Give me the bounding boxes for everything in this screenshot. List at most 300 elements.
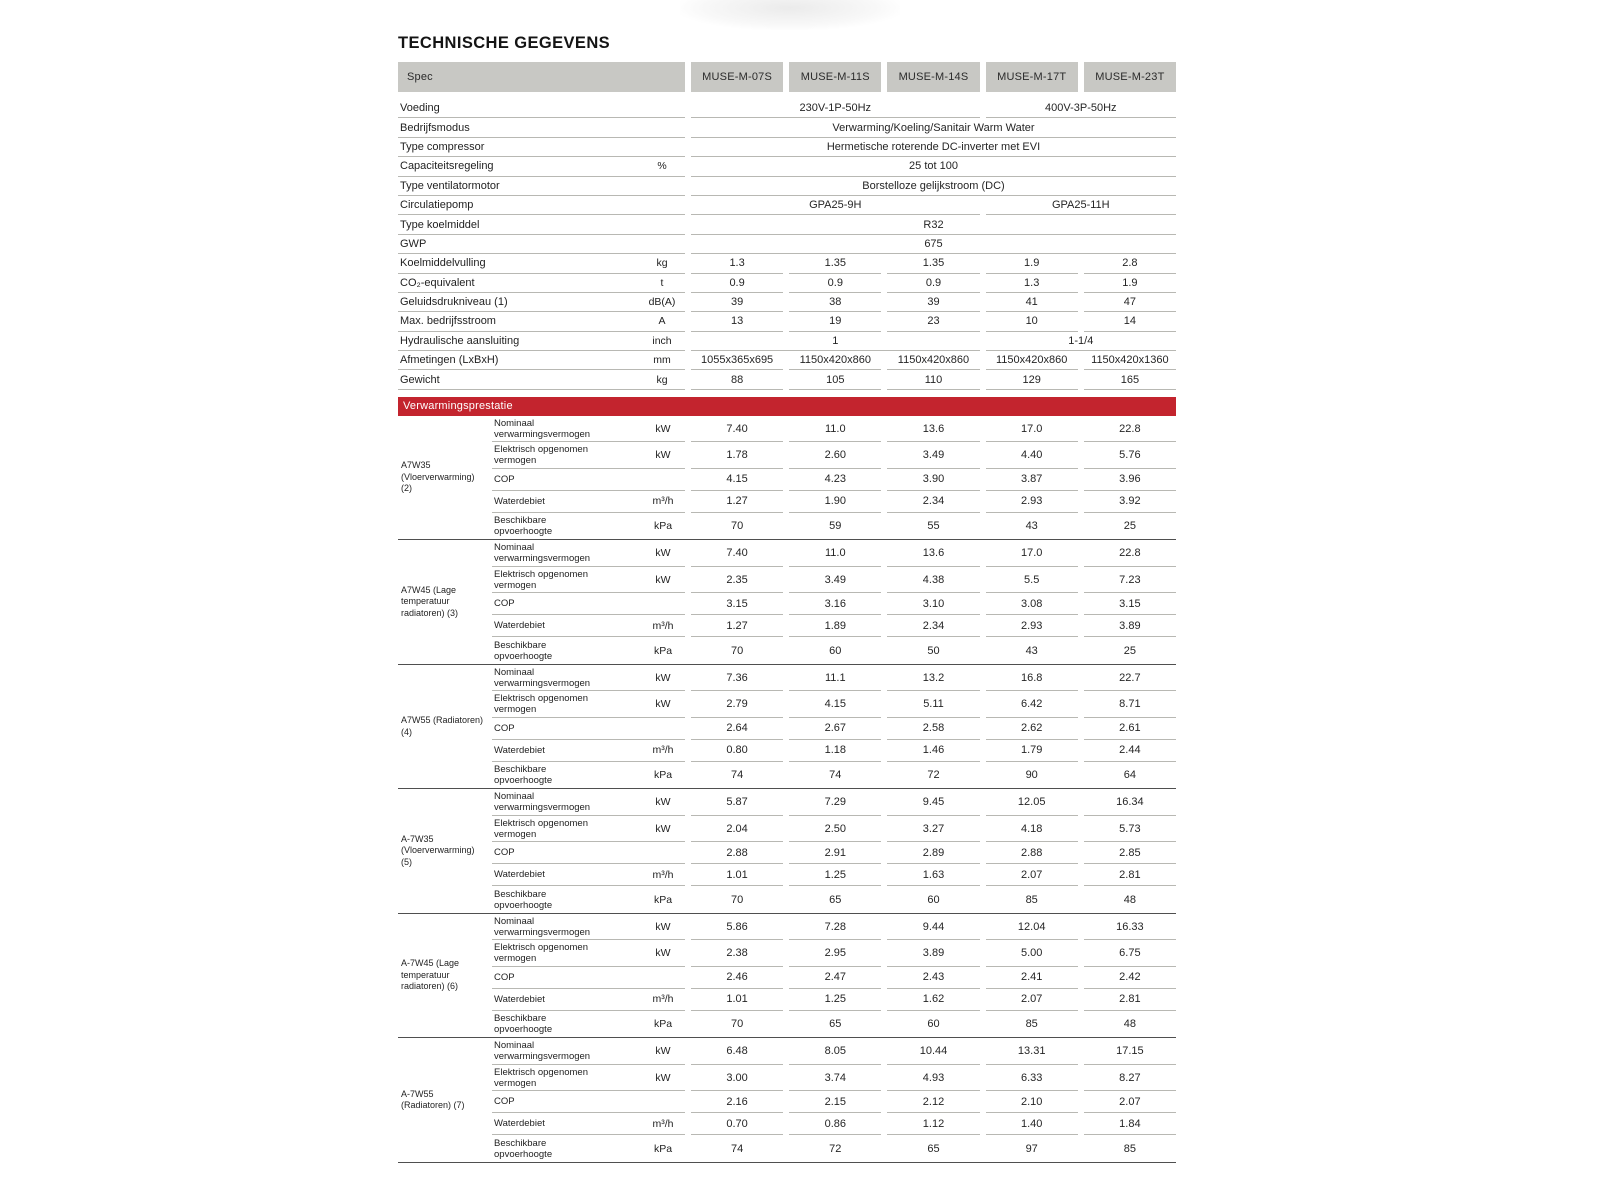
unit-label: kW (655, 449, 671, 462)
unit-label: kPa (653, 1018, 673, 1031)
value-cell: 5.86 (691, 914, 783, 941)
value-cell: 3.10 (887, 593, 979, 615)
unit-label: mm (653, 354, 671, 367)
value-cell: 2.16 (691, 1091, 783, 1113)
spec-label-unit (398, 177, 685, 196)
group-label: A-7W35 (Vloerverwarming) (5) (401, 833, 475, 867)
value-cell: 165 (1084, 370, 1176, 389)
spec-label: Geluidsdrukniveau (1) (400, 296, 508, 309)
sub-spec-label-unit (492, 691, 685, 718)
spec-row (398, 351, 1176, 370)
value-cell: 2.43 (887, 967, 979, 989)
value-cell: 17.0 (986, 416, 1078, 443)
value-cell: 3.92 (1084, 491, 1176, 513)
unit-label: kPa (653, 893, 673, 906)
unit-label: m³/h (652, 868, 674, 881)
value-cell: 1.78 (691, 442, 783, 469)
value-cell: 2.04 (691, 816, 783, 843)
value-cell: 85 (1025, 893, 1038, 906)
spec-label: CO₂-equivalent (400, 276, 475, 289)
header-cell-model: MUSE-M-23T (1084, 62, 1176, 92)
value-cell: 74 (730, 1142, 744, 1155)
spec-row (398, 254, 1176, 273)
unit-label: kW (655, 698, 671, 711)
value-cell: 8.71 (1084, 691, 1176, 718)
unit-label: dB(A) (648, 296, 676, 309)
sub-spec-label: COP (494, 1096, 515, 1108)
value-cell: 7.40 (691, 416, 783, 443)
sub-spec-label-unit (492, 1065, 685, 1092)
sub-spec-label-unit (492, 416, 685, 443)
unit-label: kW (655, 671, 671, 684)
sub-spec-label: COP (494, 473, 515, 485)
unit-label: kW (655, 547, 671, 560)
sub-spec-label-unit (492, 740, 685, 762)
spec-label: Type koelmiddel (400, 218, 480, 231)
sub-spec-label: COP (494, 598, 515, 610)
sub-spec-label: Waterdebiet (494, 1118, 545, 1130)
value-cell: 12.04 (986, 914, 1078, 941)
value-cell: 39 (887, 293, 979, 312)
value-cell: 1.90 (789, 491, 881, 513)
value-cell: 2.42 (1084, 967, 1176, 989)
value-cell: 129 (986, 370, 1078, 389)
spec-label: Type ventilatormotor (400, 179, 500, 192)
sub-spec-label-unit (492, 593, 685, 615)
value-cell: 7.36 (691, 665, 783, 692)
value-cell: 5.11 (887, 691, 979, 718)
value-cell: Hermetische roterende DC-inverter met EVI (691, 138, 1176, 157)
value-cell: 2.95 (789, 940, 881, 967)
value-cell: 22.8 (1084, 540, 1176, 567)
value-cell: 14 (1084, 312, 1176, 331)
spec-label-unit (398, 293, 685, 312)
sub-spec-label-unit (492, 567, 685, 594)
value-cell: 4.93 (887, 1065, 979, 1092)
group-label: A7W55 (Radiatoren) (4) (401, 715, 484, 737)
value-cell: 8.27 (1084, 1065, 1176, 1092)
sub-spec-label-unit (492, 1091, 685, 1113)
sub-spec-label: Beschikbare opvoerhoogte (494, 1013, 553, 1036)
unit-label: kW (655, 822, 671, 835)
table-header-row (398, 62, 1176, 92)
value-cell: 1.27 (691, 491, 783, 513)
value-cell: 13.6 (887, 416, 979, 443)
value-cell: 9.45 (887, 789, 979, 816)
value-cell: 3.90 (887, 469, 979, 491)
value-cell: 2.46 (691, 967, 783, 989)
value-cell: 2.50 (789, 816, 881, 843)
value-cell: 4.18 (986, 816, 1078, 843)
value-cell: 2.41 (986, 967, 1078, 989)
sub-spec-label-unit (492, 1135, 685, 1162)
value-cell: 25 (1123, 520, 1137, 533)
value-cell: 16.34 (1084, 789, 1176, 816)
sub-spec-label: Beschikbare opvoerhoogte (494, 639, 553, 662)
value-cell: 70 (730, 520, 744, 533)
header-cell-model: MUSE-M-11S (789, 62, 881, 92)
sub-spec-label: Waterdebiet (494, 495, 545, 507)
value-cell: 4.23 (789, 469, 881, 491)
value-cell: 1.3 (986, 274, 1078, 293)
value-cell: 2.10 (986, 1091, 1078, 1113)
sub-spec-label: Waterdebiet (494, 620, 545, 632)
group-label: A-7W45 (Lage temperatuur radiatoren) (6) (401, 958, 460, 992)
sub-spec-label-unit (492, 469, 685, 491)
value-cell: 2.81 (1084, 864, 1176, 886)
value-cell: 1.35 (887, 254, 979, 273)
value-cell: 2.58 (887, 718, 979, 740)
page-title: TECHNISCHE GEGEVENS (398, 34, 611, 52)
value-cell: 1.3 (691, 254, 783, 273)
value-cell: 1.89 (789, 615, 881, 637)
spec-label: Bedrijfsmodus (400, 121, 470, 134)
spec-row (398, 293, 1176, 312)
sub-spec-label: Nominaal verwarmingsvermogen (494, 915, 591, 938)
unit-label: m³/h (652, 993, 674, 1006)
value-cell: 5.00 (986, 940, 1078, 967)
value-cell: 400V-3P-50Hz (986, 99, 1176, 118)
value-cell: 0.9 (887, 274, 979, 293)
value-cell: 2.15 (789, 1091, 881, 1113)
value-cell: 70 (730, 644, 744, 657)
spec-row (398, 274, 1176, 293)
spec-row (398, 312, 1176, 331)
value-cell: 12.05 (986, 789, 1078, 816)
value-cell: 2.61 (1084, 718, 1176, 740)
performance-group (398, 539, 1176, 664)
value-cell: 22.7 (1084, 665, 1176, 692)
spec-label-unit (398, 254, 685, 273)
group-label: A-7W55 (Radiatoren) (7) (401, 1088, 465, 1111)
value-cell: 5.5 (986, 567, 1078, 594)
value-cell: 13.6 (887, 540, 979, 567)
value-cell: 3.89 (1084, 615, 1176, 637)
value-cell: 13.2 (887, 665, 979, 692)
value-cell: 2.62 (986, 718, 1078, 740)
spec-label-unit (398, 274, 685, 293)
product-image-shadow (680, 0, 900, 30)
value-cell: 2.60 (789, 442, 881, 469)
value-cell: 9.44 (887, 914, 979, 941)
value-cell: 17.0 (986, 540, 1078, 567)
sub-spec-label: Elektrisch opgenomen vermogen (494, 568, 588, 591)
spec-label: Koelmiddelvulling (400, 257, 486, 270)
header-cell-model: MUSE-M-07S (691, 62, 783, 92)
sub-spec-label-unit (492, 1038, 685, 1065)
group-label: A7W45 (Lage temperatuur radiatoren) (3) (401, 584, 459, 618)
value-cell: 25 (1123, 644, 1137, 657)
value-cell: 1.27 (691, 615, 783, 637)
spec-label-unit (398, 332, 685, 351)
value-cell: Borstelloze gelijkstroom (DC) (691, 177, 1176, 196)
value-cell: 47 (1084, 293, 1176, 312)
sub-spec-label: Nominaal verwarmingsvermogen (494, 666, 591, 689)
performance-group (398, 416, 1176, 540)
value-cell: 2.34 (887, 615, 979, 637)
value-cell: 43 (1025, 520, 1038, 533)
value-cell: 3.49 (789, 567, 881, 594)
unit-label: kW (655, 573, 671, 586)
unit-label: inch (652, 334, 672, 347)
value-cell: 2.07 (986, 864, 1078, 886)
sub-spec-label: COP (494, 971, 515, 983)
spec-label-unit (398, 351, 685, 370)
sub-spec-label-unit (492, 615, 685, 637)
spec-label-unit (398, 235, 685, 254)
spec-label-unit (398, 312, 685, 331)
value-cell: 19 (789, 312, 881, 331)
sub-spec-label: Beschikbare opvoerhoogte (494, 764, 553, 787)
performance-group (398, 1037, 1176, 1163)
value-cell: 1.25 (789, 989, 881, 1011)
value-cell: 110 (887, 370, 979, 389)
value-cell: 4.38 (887, 567, 979, 594)
value-cell: 7.40 (691, 540, 783, 567)
sub-spec-label-unit (492, 665, 685, 692)
unit-label: kPa (653, 520, 673, 533)
spec-label: GWP (400, 237, 427, 250)
value-cell: 2.79 (691, 691, 783, 718)
value-cell: 1.35 (789, 254, 881, 273)
sub-spec-label: Beschikbare opvoerhoogte (494, 515, 553, 538)
performance-group (398, 913, 1176, 1038)
value-cell: 1.12 (887, 1113, 979, 1135)
value-cell: 50 (927, 644, 940, 657)
spec-row (398, 370, 1176, 389)
value-cell: 1150x420x860 (887, 351, 979, 370)
value-cell: 16.33 (1084, 914, 1176, 941)
value-cell: 1150x420x1360 (1084, 351, 1176, 370)
value-cell: 2.81 (1084, 989, 1176, 1011)
value-cell: 97 (1025, 1142, 1038, 1155)
sub-spec-label: COP (494, 847, 515, 859)
value-cell: 1.40 (986, 1113, 1078, 1135)
unit-label: kW (655, 1071, 671, 1084)
sub-spec-label-unit (492, 967, 685, 989)
value-cell: 6.48 (691, 1038, 783, 1065)
value-cell: 3.49 (887, 442, 979, 469)
value-cell: 2.67 (789, 718, 881, 740)
header-cell-model: MUSE-M-14S (887, 62, 979, 92)
sub-spec-label-unit (492, 513, 685, 540)
spec-label-unit (398, 138, 685, 157)
value-cell: 38 (789, 293, 881, 312)
value-cell: 6.75 (1084, 940, 1176, 967)
sub-spec-label: Nominaal verwarmingsvermogen (494, 417, 591, 440)
value-cell: 85 (1123, 1142, 1137, 1155)
value-cell: 60 (829, 644, 842, 657)
sub-spec-label: Nominaal verwarmingsvermogen (494, 791, 591, 814)
value-cell: 1.9 (986, 254, 1078, 273)
value-cell: R32 (691, 215, 1176, 234)
spec-label: Type compressor (400, 140, 485, 153)
value-cell: 1-1/4 (986, 332, 1176, 351)
value-cell: 1.9 (1084, 274, 1176, 293)
value-cell: 90 (1025, 769, 1038, 782)
unit-label: kg (656, 257, 668, 270)
value-cell: 22.8 (1084, 416, 1176, 443)
sub-spec-label-unit (492, 718, 685, 740)
spec-label: Capaciteitsregeling (400, 160, 494, 173)
value-cell: 1.18 (789, 740, 881, 762)
value-cell: 3.00 (691, 1065, 783, 1092)
unit-label: kW (655, 947, 671, 960)
value-cell: 64 (1123, 769, 1137, 782)
sub-spec-label: Beschikbare opvoerhoogte (494, 888, 553, 911)
value-cell: 2.07 (1084, 1091, 1176, 1113)
value-cell: 72 (927, 769, 940, 782)
sub-spec-label-unit (492, 940, 685, 967)
unit-label: kW (655, 422, 671, 435)
value-cell: 0.9 (691, 274, 783, 293)
sub-spec-label-unit (492, 637, 685, 664)
unit-label: m³/h (652, 1117, 674, 1130)
value-cell: 7.29 (789, 789, 881, 816)
value-cell: 5.87 (691, 789, 783, 816)
performance-group (398, 788, 1176, 913)
value-cell: Verwarming/Koeling/Sanitair Warm Water (691, 118, 1176, 137)
value-cell: 10.44 (887, 1038, 979, 1065)
value-cell: 5.76 (1084, 442, 1176, 469)
value-cell: 105 (789, 370, 881, 389)
spec-label-unit (398, 370, 685, 389)
value-cell: 2.89 (887, 842, 979, 864)
sub-spec-label: Elektrisch opgenomen vermogen (494, 1066, 588, 1089)
unit-label: kPa (653, 1142, 673, 1155)
value-cell: 3.15 (691, 593, 783, 615)
value-cell: 65 (829, 893, 842, 906)
sub-spec-label-unit (492, 491, 685, 513)
value-cell: 3.27 (887, 816, 979, 843)
value-cell: 2.35 (691, 567, 783, 594)
spec-label: Voeding (400, 102, 440, 115)
value-cell: 55 (927, 520, 940, 533)
value-cell: 74 (829, 769, 842, 782)
spec-row (398, 332, 1176, 351)
value-cell: 13 (691, 312, 783, 331)
value-cell: 1.25 (789, 864, 881, 886)
sub-spec-label-unit (492, 886, 685, 913)
sub-spec-label: Elektrisch opgenomen vermogen (494, 817, 588, 840)
value-cell: 7.23 (1084, 567, 1176, 594)
value-cell: 74 (730, 769, 744, 782)
value-cell: 3.15 (1084, 593, 1176, 615)
value-cell: 675 (691, 235, 1176, 254)
sub-spec-label-unit (492, 540, 685, 567)
value-cell: 3.89 (887, 940, 979, 967)
value-cell: 3.74 (789, 1065, 881, 1092)
spec-row (398, 118, 1176, 137)
value-cell: 0.86 (789, 1113, 881, 1135)
value-cell: 2.44 (1084, 740, 1176, 762)
value-cell: 3.16 (789, 593, 881, 615)
sub-spec-label: COP (494, 722, 515, 734)
value-cell: 1150x420x860 (789, 351, 881, 370)
value-cell: 0.80 (691, 740, 783, 762)
value-cell: 60 (927, 1018, 940, 1031)
value-cell: 2.91 (789, 842, 881, 864)
group-label: A7W35 (Vloerverwarming) (2) (401, 460, 475, 494)
value-cell: 3.08 (986, 593, 1078, 615)
sub-spec-label: Elektrisch opgenomen vermogen (494, 942, 588, 965)
spec-label: Afmetingen (LxBxH) (400, 354, 499, 367)
value-cell: 11.1 (789, 665, 881, 692)
value-cell: 1.46 (887, 740, 979, 762)
value-cell: 2.93 (986, 491, 1078, 513)
value-cell: 2.93 (986, 615, 1078, 637)
unit-label: m³/h (652, 619, 674, 632)
value-cell: 8.05 (789, 1038, 881, 1065)
value-cell: 72 (829, 1142, 842, 1155)
value-cell: 48 (1123, 1018, 1137, 1031)
unit-label: kW (655, 920, 671, 933)
value-cell: 10 (986, 312, 1078, 331)
value-cell: 39 (691, 293, 783, 312)
sub-spec-label-unit (492, 989, 685, 1011)
unit-label: m³/h (652, 495, 674, 508)
value-cell: 1.79 (986, 740, 1078, 762)
value-cell: 0.9 (789, 274, 881, 293)
sub-spec-label: Elektrisch opgenomen vermogen (494, 693, 588, 716)
value-cell: 70 (730, 893, 744, 906)
value-cell: 7.28 (789, 914, 881, 941)
value-cell: 23 (887, 312, 979, 331)
spec-row (398, 157, 1176, 176)
sub-spec-label: Elektrisch opgenomen vermogen (494, 444, 588, 467)
value-cell: 85 (1025, 1018, 1038, 1031)
sub-spec-label: Waterdebiet (494, 869, 545, 881)
value-cell: 16.8 (986, 665, 1078, 692)
spec-row (398, 177, 1176, 196)
value-cell: GPA25-11H (986, 196, 1176, 215)
sub-spec-label-unit (492, 442, 685, 469)
value-cell: 43 (1025, 644, 1038, 657)
sub-spec-label: Nominaal verwarmingsvermogen (494, 542, 591, 565)
value-cell: 1.01 (691, 864, 783, 886)
value-cell: 6.42 (986, 691, 1078, 718)
spec-label-unit (398, 157, 685, 176)
value-cell: 1.84 (1084, 1113, 1176, 1135)
value-cell: 2.88 (691, 842, 783, 864)
spec-label-unit (398, 99, 685, 118)
value-cell: 2.07 (986, 989, 1078, 1011)
value-cell: 6.33 (986, 1065, 1078, 1092)
value-cell: 3.87 (986, 469, 1078, 491)
spec-row (398, 196, 1176, 215)
sub-spec-label: Waterdebiet (494, 744, 545, 756)
value-cell: 2.8 (1084, 254, 1176, 273)
value-cell: 1150x420x860 (986, 351, 1078, 370)
spec-label: Gewicht (400, 373, 440, 386)
value-cell: 4.15 (691, 469, 783, 491)
unit-label: kW (655, 796, 671, 809)
spec-label: Hydraulische aansluiting (400, 334, 520, 347)
value-cell: 2.12 (887, 1091, 979, 1113)
value-cell: 13.31 (986, 1038, 1078, 1065)
value-cell: 88 (691, 370, 783, 389)
value-cell: 1.62 (887, 989, 979, 1011)
value-cell: 11.0 (789, 416, 881, 443)
spec-label-unit (398, 196, 685, 215)
value-cell: 4.40 (986, 442, 1078, 469)
spec-row (398, 138, 1176, 157)
sub-spec-label-unit (492, 816, 685, 843)
spec-label: Max. bedrijfsstroom (400, 315, 496, 328)
sub-spec-label-unit (492, 864, 685, 886)
value-cell: 70 (730, 1018, 744, 1031)
unit-label: kW (655, 1045, 671, 1058)
